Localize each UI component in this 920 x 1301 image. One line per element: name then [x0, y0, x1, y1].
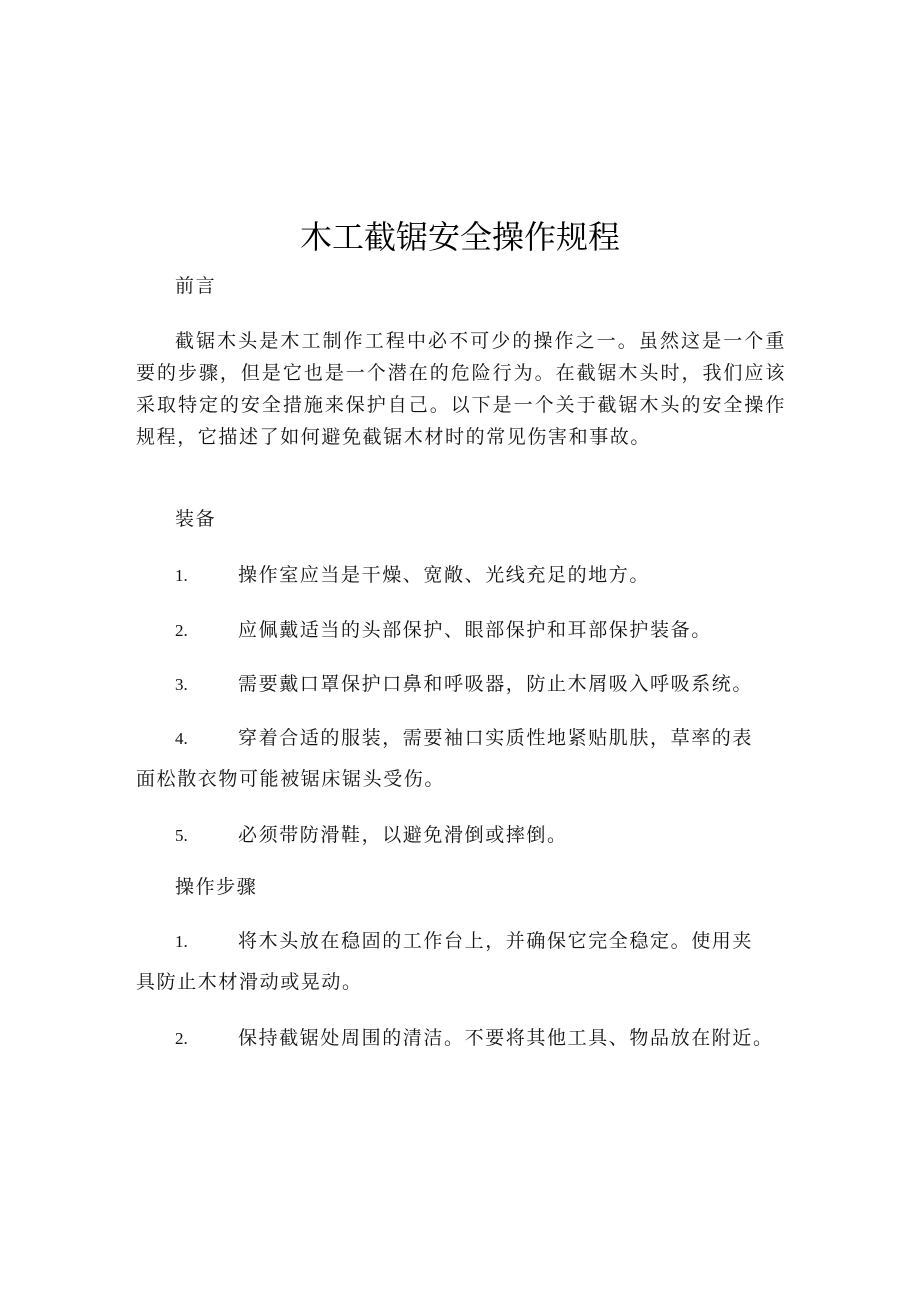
list-text: 应佩戴适当的头部保护、眼部保护和耳部保护装备。 [238, 619, 712, 641]
list-number: 3. [175, 675, 188, 694]
preface-heading: 前言 [175, 275, 217, 297]
preface-paragraph: 截锯木头是木工制作工程中必不可少的操作之一。虽然这是一个重要的步骤，但是它也是一个潜在的危险行为。在截锯木头时，我们应该采取特定的安全措施来保护自己。以下是一个关于截锯木头的安全操作规程，它描述了如何避免截锯木材时的常见伤害和事故。 [136, 330, 786, 448]
equipment-item-2 [136, 610, 786, 651]
equipment-item-1 [136, 555, 786, 596]
list-text: 穿着合适的服装，需要袖口实质性地紧贴肌肤，草率的表 [238, 727, 754, 749]
list-number: 1. [175, 566, 188, 585]
list-text: 将木头放在稳固的工作台上，并确保它完全稳定。使用夹 [238, 930, 754, 952]
equipment-item-5 [136, 815, 786, 856]
list-number: 1. [175, 932, 188, 951]
list-number: 2. [175, 1029, 188, 1048]
list-number: 2. [175, 621, 188, 640]
list-text-continuation: 具防止木材滑动或晃动。 [136, 971, 363, 993]
list-text: 操作室应当是干燥、宽敞、光线充足的地方。 [238, 564, 651, 586]
equipment-heading: 装备 [175, 508, 217, 530]
list-text-continuation: 面松散衣物可能被锯床锯头受伤。 [136, 768, 446, 790]
list-text: 必须带防滑鞋，以避免滑倒或摔倒。 [238, 824, 568, 846]
step-item-1 [136, 921, 786, 1002]
list-number: 4. [175, 729, 188, 748]
steps-heading: 操作步骤 [175, 876, 258, 898]
list-text: 保持截锯处周围的清洁。不要将其他工具、物品放在附近。 [238, 1027, 774, 1049]
list-number: 5. [175, 826, 188, 845]
equipment-item-4 [136, 718, 786, 799]
list-text: 需要戴口罩保护口鼻和呼吸器，防止木屑吸入呼吸系统。 [238, 673, 754, 695]
equipment-item-3 [136, 664, 786, 705]
step-item-2 [136, 1018, 786, 1059]
document-title: 木工截锯安全操作规程 [299, 218, 620, 256]
